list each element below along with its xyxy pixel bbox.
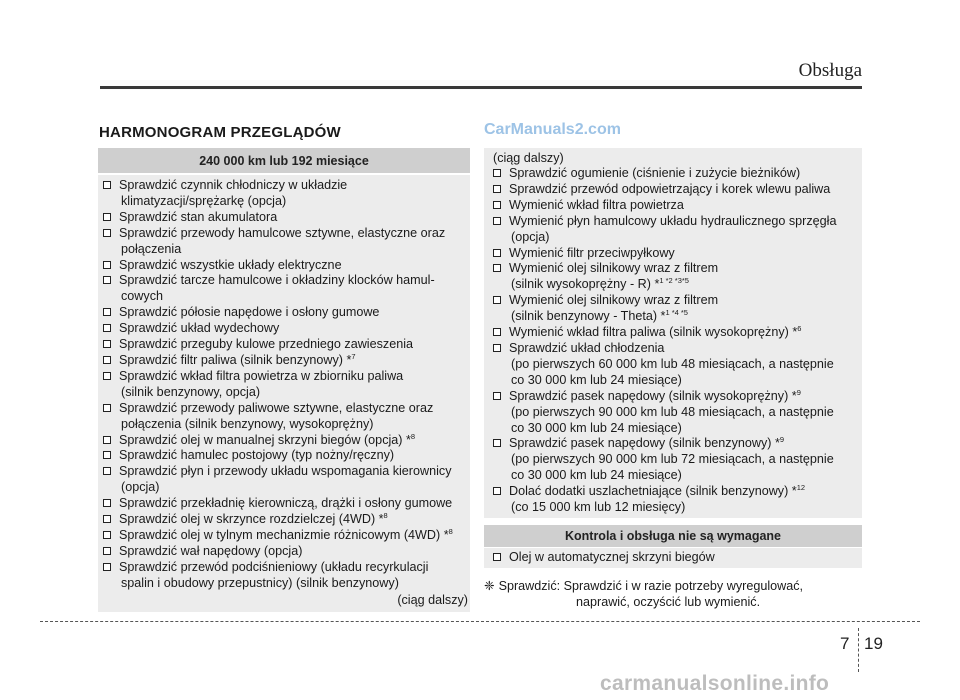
checklist-item [103, 337, 469, 353]
checklist-item-continuation: co 30 000 km lub 24 miesiące) [511, 372, 682, 387]
checklist-item-text: Sprawdzić olej w skrzynce rozdzielczej (4WD) * [119, 512, 384, 527]
section-title: HARMONOGRAM PRZEGLĄDÓW [99, 124, 341, 141]
checklist-item-continuation [509, 500, 861, 516]
checkbox-square-icon [103, 372, 111, 380]
checklist-item [103, 226, 469, 258]
checklist-item-text: Olej w automatycznej skrzyni biegów [509, 550, 715, 564]
checklist-item [103, 273, 469, 305]
checklist-item [103, 369, 469, 401]
checklist-item-text: Sprawdzić półosie napędowe i osłony gumowe [119, 305, 380, 320]
checklist-item-text: Sprawdzić układ wydechowy [119, 321, 280, 336]
checklist-item [103, 512, 469, 528]
checkbox-square-icon [493, 487, 501, 495]
checklist-item-text: Sprawdzić filtr paliwa (silnik benzynowy) * [119, 352, 352, 367]
checklist-item [103, 560, 469, 592]
checklist-item-text: Sprawdzić przewód podciśnieniowy (układu recyrkulacji [119, 559, 429, 574]
checkbox-square-icon [103, 436, 111, 444]
checkbox-square-icon [103, 181, 111, 189]
checklist-item-continuation [119, 242, 469, 258]
footnote-marker: 8 [410, 431, 416, 441]
checklist-item-text: Sprawdzić przewody paliwowe sztywne, elastyczne oraz [119, 400, 434, 415]
footnote-marker: 1 *2 *3*5 [659, 276, 689, 286]
checkbox-square-icon [103, 261, 111, 269]
checklist-item-continuation: co 30 000 km lub 24 miesiące) [511, 468, 682, 483]
continuation-text: (silnik benzynowy, opcja) [121, 384, 261, 399]
checklist-item-continuation [509, 357, 861, 373]
checklist-item-continuation [509, 452, 861, 468]
checklist-item-text: Sprawdzić ogumienie (ciśnienie i zużycie bieżników) [509, 166, 801, 180]
checklist-item-text: Sprawdzić przeguby kulowe przedniego zawieszenia [119, 337, 414, 352]
continuation-text: spalin i obudowy przepustnicy) (silnik benzynowy) [121, 575, 399, 590]
watermark-top: CarManuals2.com [484, 121, 621, 138]
checklist-item-continuation [119, 385, 469, 401]
footer-dashed-rule [40, 621, 920, 622]
continuation-text: (silnik benzynowy - Theta) * [511, 309, 666, 324]
checklist-item [493, 261, 861, 293]
footnote-marker: 7 [351, 351, 356, 361]
checklist-item-text: Wymienić filtr przeciwpyłkowy [509, 245, 675, 260]
checklist-item [493, 182, 861, 198]
checkbox-square-icon [493, 328, 501, 336]
checkbox-square-icon [493, 296, 501, 304]
checkbox-square-icon [103, 213, 111, 221]
checkbox-square-icon [103, 451, 111, 459]
checklist-item [103, 305, 469, 321]
checklist-item-text: Sprawdzić olej w tylnym mechanizmie różnicowym (4WD) * [119, 527, 449, 542]
continuation-text: klimatyzacji/sprężarkę (opcja) [121, 193, 287, 208]
footnote-marker: 8 [383, 510, 388, 520]
no-service-heading: Kontrola i obsługa nie są wymagane [484, 525, 862, 547]
checklist-item [493, 341, 861, 389]
checklist-item [103, 178, 469, 210]
checkbox-square-icon [103, 308, 111, 316]
checkbox-square-icon [103, 547, 111, 555]
left-panel-heading: 240 000 km lub 192 miesiące [98, 148, 470, 173]
right-panel-continued: (ciąg dalszy) [493, 151, 564, 165]
checklist-item-text: Sprawdzić wkład filtra powietrza w zbiorniku paliwa [119, 368, 404, 383]
header-rule [100, 86, 862, 89]
checkbox-square-icon [493, 392, 501, 400]
checklist-item-continuation [119, 289, 469, 305]
no-service-panel [484, 548, 862, 568]
checklist-item [103, 448, 469, 464]
checkbox-square-icon [103, 324, 111, 332]
right-panel-list [493, 166, 861, 516]
footnote-marker: 8 [448, 526, 453, 536]
checklist-item [103, 258, 469, 274]
checklist-item [493, 550, 861, 566]
checklist-item [493, 198, 861, 214]
checklist-item-continuation [509, 230, 861, 246]
checklist-item-continuation [119, 417, 469, 433]
checklist-item-text: Dolać dodatki uszlachetniające (silnik benzynowy) * [509, 484, 797, 499]
checkbox-square-icon [103, 356, 111, 364]
note-line2: naprawić, oczyścić lub wymienić. [576, 595, 761, 609]
checklist-item [103, 353, 469, 369]
checkbox-square-icon [103, 340, 111, 348]
checklist-item [493, 389, 861, 437]
checklist-item-text: Sprawdzić tarcze hamulcowe i okładziny klocków hamul- [119, 273, 435, 288]
continuation-text: (po pierwszych 90 000 km lub 72 miesiącach, a następnie [511, 452, 834, 467]
note [484, 578, 862, 610]
footnote-marker: 9 [796, 387, 801, 397]
checkbox-square-icon [493, 264, 501, 272]
checklist-item-text: Sprawdzić olej w manualnej skrzyni biegów (opcja) * [119, 432, 411, 447]
checklist-item [103, 210, 469, 226]
continuation-text: (silnik wysokoprężny - R) * [511, 277, 660, 292]
checkbox-square-icon [103, 404, 111, 412]
checklist-item-text: Sprawdzić przewody hamulcowe sztywne, elastyczne oraz [119, 225, 446, 240]
checklist-item-text: Sprawdzić hamulec postojowy (typ nożny/ręczny) [119, 448, 395, 463]
checkbox-square-icon [103, 515, 111, 523]
checkbox-square-icon [493, 217, 501, 225]
checklist-item-text: Sprawdzić przewód odpowietrzający i korek wlewu paliwa [509, 181, 831, 196]
note-symbol: ❈ [484, 579, 495, 593]
footnote-marker: 1 *4 *5 [665, 307, 688, 317]
note-line1: Sprawdzić: Sprawdzić i w razie potrzeby wyregulować, [498, 579, 804, 593]
checklist-item [493, 325, 861, 341]
checklist-item [493, 484, 861, 516]
continuation-text: połączenia [121, 241, 182, 256]
continuation-text: cowych [121, 289, 163, 304]
checklist-item [493, 436, 861, 484]
checkbox-square-icon [103, 563, 111, 571]
footer-vertical-divider [858, 628, 859, 672]
no-service-list [493, 550, 861, 566]
checklist-item [103, 321, 469, 337]
left-panel [98, 175, 470, 612]
checklist-item-continuation [509, 405, 861, 421]
continuation-text: (opcja) [121, 480, 160, 495]
checkbox-square-icon [493, 249, 501, 257]
checklist-item-text: Sprawdzić przekładnię kierowniczą, drążki i osłony gumowe [119, 496, 453, 511]
continuation-text: połączenia (silnik benzynowy, wysokoprężny) [121, 416, 374, 431]
continuation-text: (co 15 000 km lub 12 miesięcy) [511, 500, 686, 515]
footnote-marker: 6 [797, 323, 802, 333]
checklist-item-text: Sprawdzić układ chłodzenia [509, 340, 665, 355]
checkbox-square-icon [493, 169, 501, 177]
page-number: 19 [864, 634, 883, 653]
checklist-item-continuation [509, 277, 861, 293]
checklist-item-text: Sprawdzić pasek napędowy (silnik wysokoprężny) * [509, 388, 797, 403]
footnote-marker: 12 [796, 482, 806, 492]
footnote-marker: 9 [779, 435, 785, 445]
page-chapter: 7 [840, 634, 850, 653]
checklist-item-text: Wymienić wkład filtra paliwa (silnik wysokoprężny) * [509, 325, 798, 340]
continuation-text: (opcja) [511, 229, 550, 244]
checkbox-square-icon [103, 499, 111, 507]
checklist-item [103, 528, 469, 544]
checkbox-square-icon [103, 467, 111, 475]
header-title: Obsługa [798, 60, 862, 81]
checklist-item-continuation [509, 309, 861, 325]
checkbox-square-icon [493, 344, 501, 352]
checklist-item-text: Sprawdzić wszystkie układy elektryczne [119, 257, 342, 272]
checkbox-square-icon [103, 531, 111, 539]
checklist-item [493, 166, 861, 182]
checkbox-square-icon [493, 185, 501, 193]
checklist-item [103, 401, 469, 433]
checkbox-square-icon [493, 201, 501, 209]
checklist-item-text: Sprawdzić stan akumulatora [119, 209, 278, 224]
checklist-item [103, 544, 469, 560]
left-panel-continued: (ciąg dalszy) [397, 593, 468, 607]
continuation-text: (po pierwszych 90 000 km lub 48 miesiącach, a następnie [511, 404, 834, 419]
checklist-item [103, 496, 469, 512]
checklist-item-text: Wymienić olej silnikowy wraz z filtrem [509, 293, 719, 308]
checklist-item-text: Sprawdzić pasek napędowy (silnik benzynowy) * [509, 436, 780, 451]
checklist-item-text: Sprawdzić czynnik chłodniczy w układzie [119, 178, 348, 192]
checkbox-square-icon [493, 439, 501, 447]
watermark-bottom: carmanualsonline.info [600, 672, 830, 695]
checklist-item-continuation [119, 194, 469, 210]
checklist-item-text: Wymienić wkład filtra powietrza [509, 197, 684, 212]
checklist-item-text: Sprawdzić płyn i przewody układu wspomagania kierownicy [119, 464, 452, 479]
checklist-item-continuation: co 30 000 km lub 24 miesiące) [511, 420, 682, 435]
checklist-item-text: Sprawdzić wał napędowy (opcja) [119, 543, 303, 558]
checklist-item [493, 214, 861, 246]
checkbox-square-icon [493, 553, 501, 561]
right-panel [484, 148, 862, 518]
left-panel-list [103, 178, 469, 592]
checklist-item [493, 293, 861, 325]
checkbox-square-icon [103, 276, 111, 284]
checklist-item [493, 246, 861, 262]
checklist-item [103, 464, 469, 496]
checklist-item-continuation [119, 480, 469, 496]
checklist-item-continuation [119, 576, 469, 592]
checklist-item-text: Wymienić płyn hamulcowy układu hydraulicznego sprzęgła [509, 213, 837, 228]
checklist-item [103, 433, 469, 449]
checkbox-square-icon [103, 229, 111, 237]
checklist-item-text: Wymienić olej silnikowy wraz z filtrem [509, 261, 719, 276]
continuation-text: (po pierwszych 60 000 km lub 48 miesiącach, a następnie [511, 356, 834, 371]
